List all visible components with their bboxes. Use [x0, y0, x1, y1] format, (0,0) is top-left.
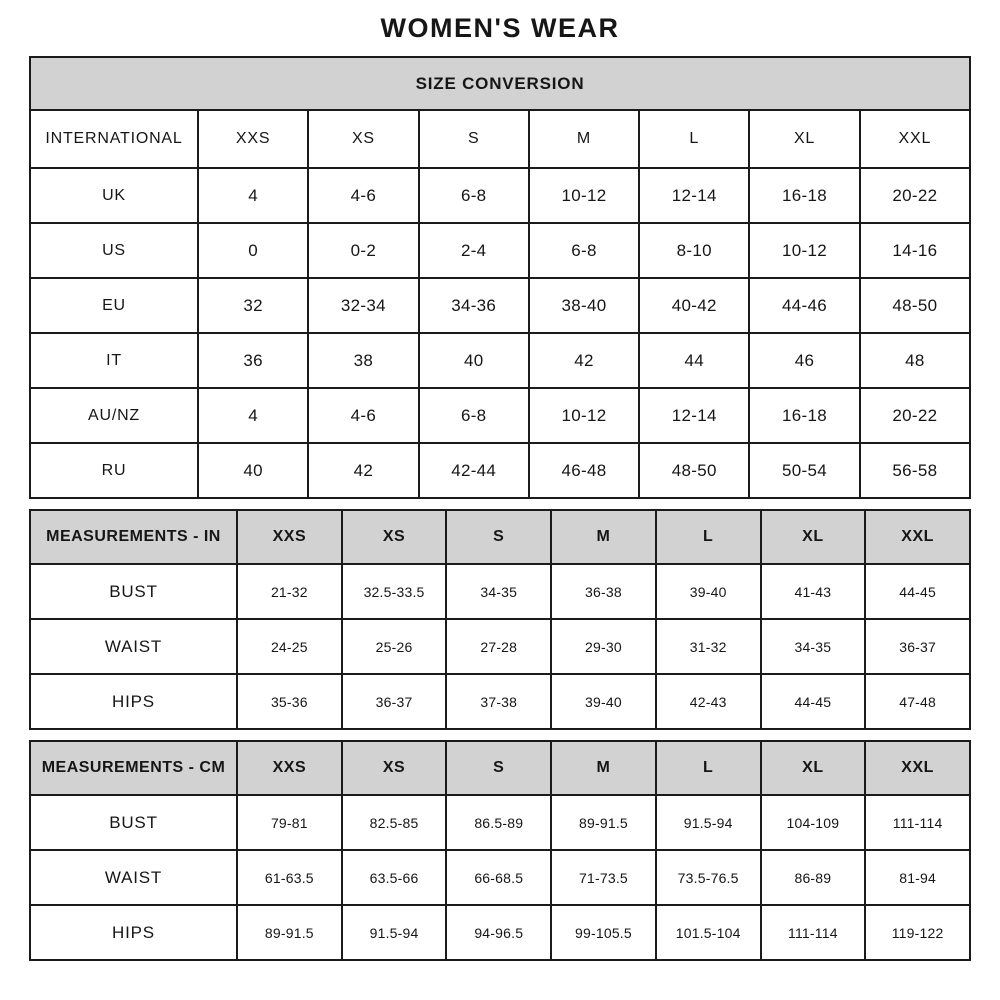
size-column-header: XXL — [865, 741, 970, 795]
value-cell: 35-36 — [237, 674, 342, 729]
size-column-header: M — [551, 510, 656, 564]
value-cell: 27-28 — [446, 619, 551, 674]
value-cell: 86.5-89 — [446, 795, 551, 850]
value-cell: 21-32 — [237, 564, 342, 619]
measurements-in-table — [29, 509, 971, 730]
table-row — [30, 333, 970, 388]
value-cell: 12-14 — [639, 168, 749, 223]
size-column-header: XXS — [237, 510, 342, 564]
value-cell: 32 — [198, 278, 308, 333]
value-cell: 42-43 — [656, 674, 761, 729]
size-conversion-table — [29, 56, 971, 499]
value-cell: 29-30 — [551, 619, 656, 674]
value-cell: 61-63.5 — [237, 850, 342, 905]
value-cell: 10-12 — [749, 223, 859, 278]
value-cell: 2-4 — [419, 223, 529, 278]
measurements-in-body — [30, 564, 970, 729]
value-cell: 4-6 — [308, 388, 418, 443]
value-cell: 94-96.5 — [446, 905, 551, 960]
value-cell: 39-40 — [551, 674, 656, 729]
value-cell: 6-8 — [529, 223, 639, 278]
value-cell: 12-14 — [639, 388, 749, 443]
value-cell: 37-38 — [446, 674, 551, 729]
value-cell: 36 — [198, 333, 308, 388]
value-cell: 44-45 — [865, 564, 970, 619]
size-column-header: L — [639, 110, 749, 168]
value-cell: 32.5-33.5 — [342, 564, 447, 619]
size-column-header: L — [656, 741, 761, 795]
value-cell: 99-105.5 — [551, 905, 656, 960]
value-cell: 111-114 — [865, 795, 970, 850]
size-column-header: XS — [308, 110, 418, 168]
row-label: EU — [30, 278, 198, 333]
measurements-cm-body — [30, 795, 970, 960]
value-cell: 81-94 — [865, 850, 970, 905]
value-cell: 20-22 — [860, 168, 970, 223]
value-cell: 48 — [860, 333, 970, 388]
value-cell: 63.5-66 — [342, 850, 447, 905]
value-cell: 25-26 — [342, 619, 447, 674]
value-cell: 44-45 — [761, 674, 866, 729]
size-column-header: INTERNATIONAL — [30, 110, 198, 168]
value-cell: 38-40 — [529, 278, 639, 333]
page-title: WOMEN'S WEAR — [380, 13, 620, 43]
value-cell: 20-22 — [860, 388, 970, 443]
value-cell: 36-37 — [342, 674, 447, 729]
value-cell: 36-38 — [551, 564, 656, 619]
value-cell: 119-122 — [865, 905, 970, 960]
size-column-header: XXL — [860, 110, 970, 168]
size-column-header: XXS — [237, 741, 342, 795]
table-row — [30, 674, 970, 729]
value-cell: 10-12 — [529, 168, 639, 223]
value-cell: 16-18 — [749, 388, 859, 443]
size-chart-page — [29, 0, 971, 961]
value-cell: 48-50 — [860, 278, 970, 333]
value-cell: 101.5-104 — [656, 905, 761, 960]
value-cell: 46 — [749, 333, 859, 388]
table-row — [30, 795, 970, 850]
value-cell: 89-91.5 — [551, 795, 656, 850]
value-cell: 4 — [198, 168, 308, 223]
size-column-header: M — [529, 110, 639, 168]
value-cell: 32-34 — [308, 278, 418, 333]
size-conversion-title: SIZE CONVERSION — [30, 57, 970, 110]
value-cell: 4 — [198, 388, 308, 443]
value-cell: 40 — [419, 333, 529, 388]
size-column-header: XXS — [198, 110, 308, 168]
measurements-cm-header-row — [30, 741, 970, 795]
value-cell: 6-8 — [419, 388, 529, 443]
value-cell: 31-32 — [656, 619, 761, 674]
table-row — [30, 443, 970, 498]
size-column-header: XL — [761, 741, 866, 795]
row-label: HIPS — [30, 674, 237, 729]
size-conversion-body — [30, 168, 970, 498]
value-cell: 91.5-94 — [656, 795, 761, 850]
value-cell: 38 — [308, 333, 418, 388]
table-row — [30, 278, 970, 333]
row-label: RU — [30, 443, 198, 498]
value-cell: 104-109 — [761, 795, 866, 850]
table-row — [30, 619, 970, 674]
value-cell: 79-81 — [237, 795, 342, 850]
value-cell: 41-43 — [761, 564, 866, 619]
measurements-in-title: MEASUREMENTS - IN — [30, 510, 237, 564]
size-column-header: XL — [749, 110, 859, 168]
value-cell: 73.5-76.5 — [656, 850, 761, 905]
value-cell: 91.5-94 — [342, 905, 447, 960]
table-row — [30, 850, 970, 905]
value-cell: 44 — [639, 333, 749, 388]
value-cell: 39-40 — [656, 564, 761, 619]
row-label: IT — [30, 333, 198, 388]
value-cell: 48-50 — [639, 443, 749, 498]
value-cell: 44-46 — [749, 278, 859, 333]
row-label: UK — [30, 168, 198, 223]
value-cell: 4-6 — [308, 168, 418, 223]
value-cell: 24-25 — [237, 619, 342, 674]
size-column-header: XS — [342, 741, 447, 795]
value-cell: 34-35 — [446, 564, 551, 619]
table-row — [30, 564, 970, 619]
row-label: AU/NZ — [30, 388, 198, 443]
size-conversion-header-row — [30, 57, 970, 110]
size-column-header: XL — [761, 510, 866, 564]
value-cell: 46-48 — [529, 443, 639, 498]
value-cell: 66-68.5 — [446, 850, 551, 905]
value-cell: 14-16 — [860, 223, 970, 278]
value-cell: 42-44 — [419, 443, 529, 498]
row-label: BUST — [30, 795, 237, 850]
value-cell: 34-36 — [419, 278, 529, 333]
row-label: BUST — [30, 564, 237, 619]
row-label: WAIST — [30, 619, 237, 674]
value-cell: 40 — [198, 443, 308, 498]
table-row — [30, 223, 970, 278]
value-cell: 89-91.5 — [237, 905, 342, 960]
value-cell: 6-8 — [419, 168, 529, 223]
measurements-cm-table — [29, 740, 971, 961]
measurements-in-header-row — [30, 510, 970, 564]
value-cell: 36-37 — [865, 619, 970, 674]
row-label: WAIST — [30, 850, 237, 905]
value-cell: 86-89 — [761, 850, 866, 905]
size-column-header: M — [551, 741, 656, 795]
measurements-cm-title: MEASUREMENTS - CM — [30, 741, 237, 795]
value-cell: 47-48 — [865, 674, 970, 729]
row-label: HIPS — [30, 905, 237, 960]
value-cell: 42 — [529, 333, 639, 388]
value-cell: 8-10 — [639, 223, 749, 278]
row-label: US — [30, 223, 198, 278]
value-cell: 34-35 — [761, 619, 866, 674]
value-cell: 82.5-85 — [342, 795, 447, 850]
value-cell: 71-73.5 — [551, 850, 656, 905]
size-column-header: S — [419, 110, 529, 168]
size-column-header: XS — [342, 510, 447, 564]
table-row — [30, 388, 970, 443]
value-cell: 40-42 — [639, 278, 749, 333]
value-cell: 56-58 — [860, 443, 970, 498]
value-cell: 50-54 — [749, 443, 859, 498]
value-cell: 42 — [308, 443, 418, 498]
value-cell: 10-12 — [529, 388, 639, 443]
size-column-header: S — [446, 741, 551, 795]
table-row — [30, 168, 970, 223]
size-conversion-column-header-row — [30, 110, 970, 168]
value-cell: 0 — [198, 223, 308, 278]
table-row — [30, 905, 970, 960]
size-column-header: S — [446, 510, 551, 564]
size-column-header: XXL — [865, 510, 970, 564]
value-cell: 16-18 — [749, 168, 859, 223]
value-cell: 111-114 — [761, 905, 866, 960]
size-column-header: L — [656, 510, 761, 564]
value-cell: 0-2 — [308, 223, 418, 278]
